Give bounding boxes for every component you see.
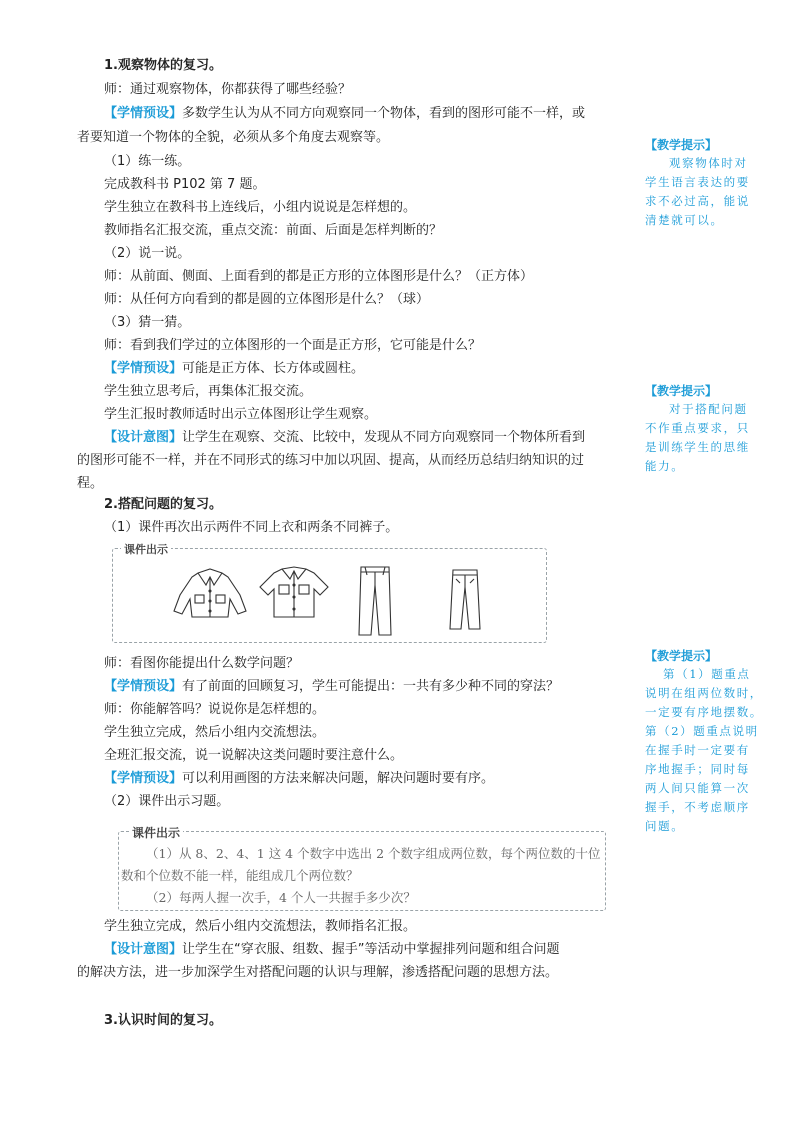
tip-line: 清楚就可以。: [645, 213, 724, 227]
tip-line: 学生语言表达的要: [645, 175, 750, 189]
tip-line: 对于搭配问题: [669, 402, 748, 416]
s2-line: 学生独立完成，然后小组内交流想法，教师指名汇报。: [104, 919, 417, 934]
s1-line: 完成教科书 P102 第 7 题。: [104, 177, 266, 192]
s1-prediction: 【学情预设】可能是正方体、长方体或圆柱。: [104, 361, 365, 376]
xueqing-tag: 【学情预设】: [104, 361, 183, 376]
s1-line: 学生汇报时教师适时出示立体图形让学生观察。: [104, 407, 378, 422]
tip-title: 【教学提示】: [645, 384, 718, 398]
s1-subhead: （3）猜一猜。: [104, 315, 191, 330]
xueqing-tag: 【学情预设】: [104, 679, 183, 694]
exercise-2-line: （2）每两人握一次手，4 个人一共握手多少次？: [146, 890, 416, 905]
s1-line: 程。: [77, 476, 104, 491]
s1-line: 教师指名汇报交流，重点交流：前面、后面是怎样判断的？: [104, 223, 443, 238]
s2-prediction: 【学情预设】有了前面的回顾复习，学生可能提出：一共有多少种不同的穿法？: [104, 679, 560, 694]
tip-line: 说明在组两位数时，: [645, 686, 763, 700]
jacket-illustration: [170, 567, 250, 622]
s2-subhead: （1）课件再次出示两件不同上衣和两条不同裤子。: [104, 520, 399, 535]
s1-line: 师：从任何方向看到的都是圆的立体图形是什么？（球）: [104, 292, 430, 307]
long-pants-illustration: [357, 563, 393, 638]
s1-line: 学生独立思考后，再集体汇报交流。: [104, 384, 313, 399]
s1-line: 者要知道一个物体的全貌，必须从多个角度去观察等。: [77, 130, 390, 145]
tip-line: 握手，不考虑顺序: [645, 800, 750, 814]
s2-prediction: 【学情预设】可以利用画图的方法来解决问题，解决问题时要有序。: [104, 771, 495, 786]
sheji-tag: 【设计意图】: [104, 430, 183, 445]
xueqing-tag: 【学情预设】: [104, 106, 183, 121]
tip-line: 第（2）题重点说明: [645, 724, 759, 738]
s1-design-intent: 【设计意图】让学生在观察、交流、比较中，发现从不同方向观察同一个物体所看到: [104, 430, 586, 445]
teaching-tip-1: [645, 136, 765, 230]
s1-line: 学生独立在教科书上连线后，小组内说说是怎样想的。: [104, 200, 417, 215]
tip-line: 问题。: [645, 819, 685, 833]
teaching-tip-3: [645, 647, 765, 836]
s2-line: 师：你能解答吗？说说你是怎样想的。: [104, 702, 326, 717]
s2-line: 师：看图你能提出什么数学问题？: [104, 656, 300, 671]
s1-line: 师：看到我们学过的立体图形的一个面是正方形，它可能是什么？: [104, 338, 482, 353]
s2-line: 全班汇报交流，说一说解决这类问题时要注意什么。: [104, 748, 404, 763]
s1-subhead: （1）练一练。: [104, 154, 191, 169]
trousers-illustration: [448, 567, 482, 633]
exercise-1-line: 数和个位数不能一样，能组成几个两位数？: [121, 868, 359, 883]
tip-title: 【教学提示】: [645, 649, 718, 663]
tip-line: 是训练学生的思维: [645, 440, 750, 454]
s1-line: 的图形可能不一样，并在不同形式的练习中加以巩固、提高，从而经历总结归纳知识的过: [77, 453, 585, 468]
s2-subhead: （2）课件出示习题。: [104, 794, 230, 809]
section-3-title: 3.认识时间的复习。: [104, 1013, 222, 1028]
s1-line: 师：从前面、侧面、上面看到的都是正方形的立体图形是什么？（正方体）: [104, 269, 534, 284]
courseware-label: 课件出示: [121, 541, 171, 557]
s1-subhead: （2）说一说。: [104, 246, 191, 261]
tip-line: 序地握手；同时每: [645, 762, 750, 776]
section-1-title: 1.观察物体的复习。: [104, 58, 222, 73]
tip-line: 一定要有序地摆数。: [645, 705, 763, 719]
tip-line: 两人间只能算一次: [645, 781, 750, 795]
tip-line: 不作重点要求，只: [645, 421, 750, 435]
s1-prediction: 【学情预设】多数学生认为从不同方向观察同一个物体，看到的图形可能不一样，或: [104, 106, 586, 121]
s2-line: 的解决方法，进一步加深学生对搭配问题的认识与理解，渗透搭配问题的思想方法。: [77, 965, 559, 980]
teaching-tip-2: [645, 382, 765, 476]
xueqing-tag: 【学情预设】: [104, 771, 183, 786]
shirt-illustration: [258, 565, 330, 620]
s2-design-intent: 【设计意图】让学生在“穿衣服、组数、握手”等活动中掌握排列问题和组合问题: [104, 942, 560, 957]
tip-line: 求不必过高，能说: [645, 194, 750, 208]
s2-line: 学生独立完成，然后小组内交流想法。: [104, 725, 326, 740]
sheji-tag: 【设计意图】: [104, 942, 183, 957]
tip-title: 【教学提示】: [645, 138, 718, 152]
tip-line: 能力。: [645, 459, 685, 473]
section-2-title: 2.搭配问题的复习。: [104, 497, 222, 512]
tip-line: 观察物体时对: [669, 156, 748, 170]
exercise-1-line: （1）从 8、2、4、1 这 4 个数字中选出 2 个数字组成两位数，每个两位数的十位: [146, 846, 601, 861]
tip-line: 在握手时一定要有: [645, 743, 750, 757]
tip-line: 第（1）题重点: [663, 667, 751, 681]
courseware-label: 课件出示: [129, 824, 183, 841]
s1-line: 师：通过观察物体，你都获得了哪些经验？: [104, 82, 352, 97]
